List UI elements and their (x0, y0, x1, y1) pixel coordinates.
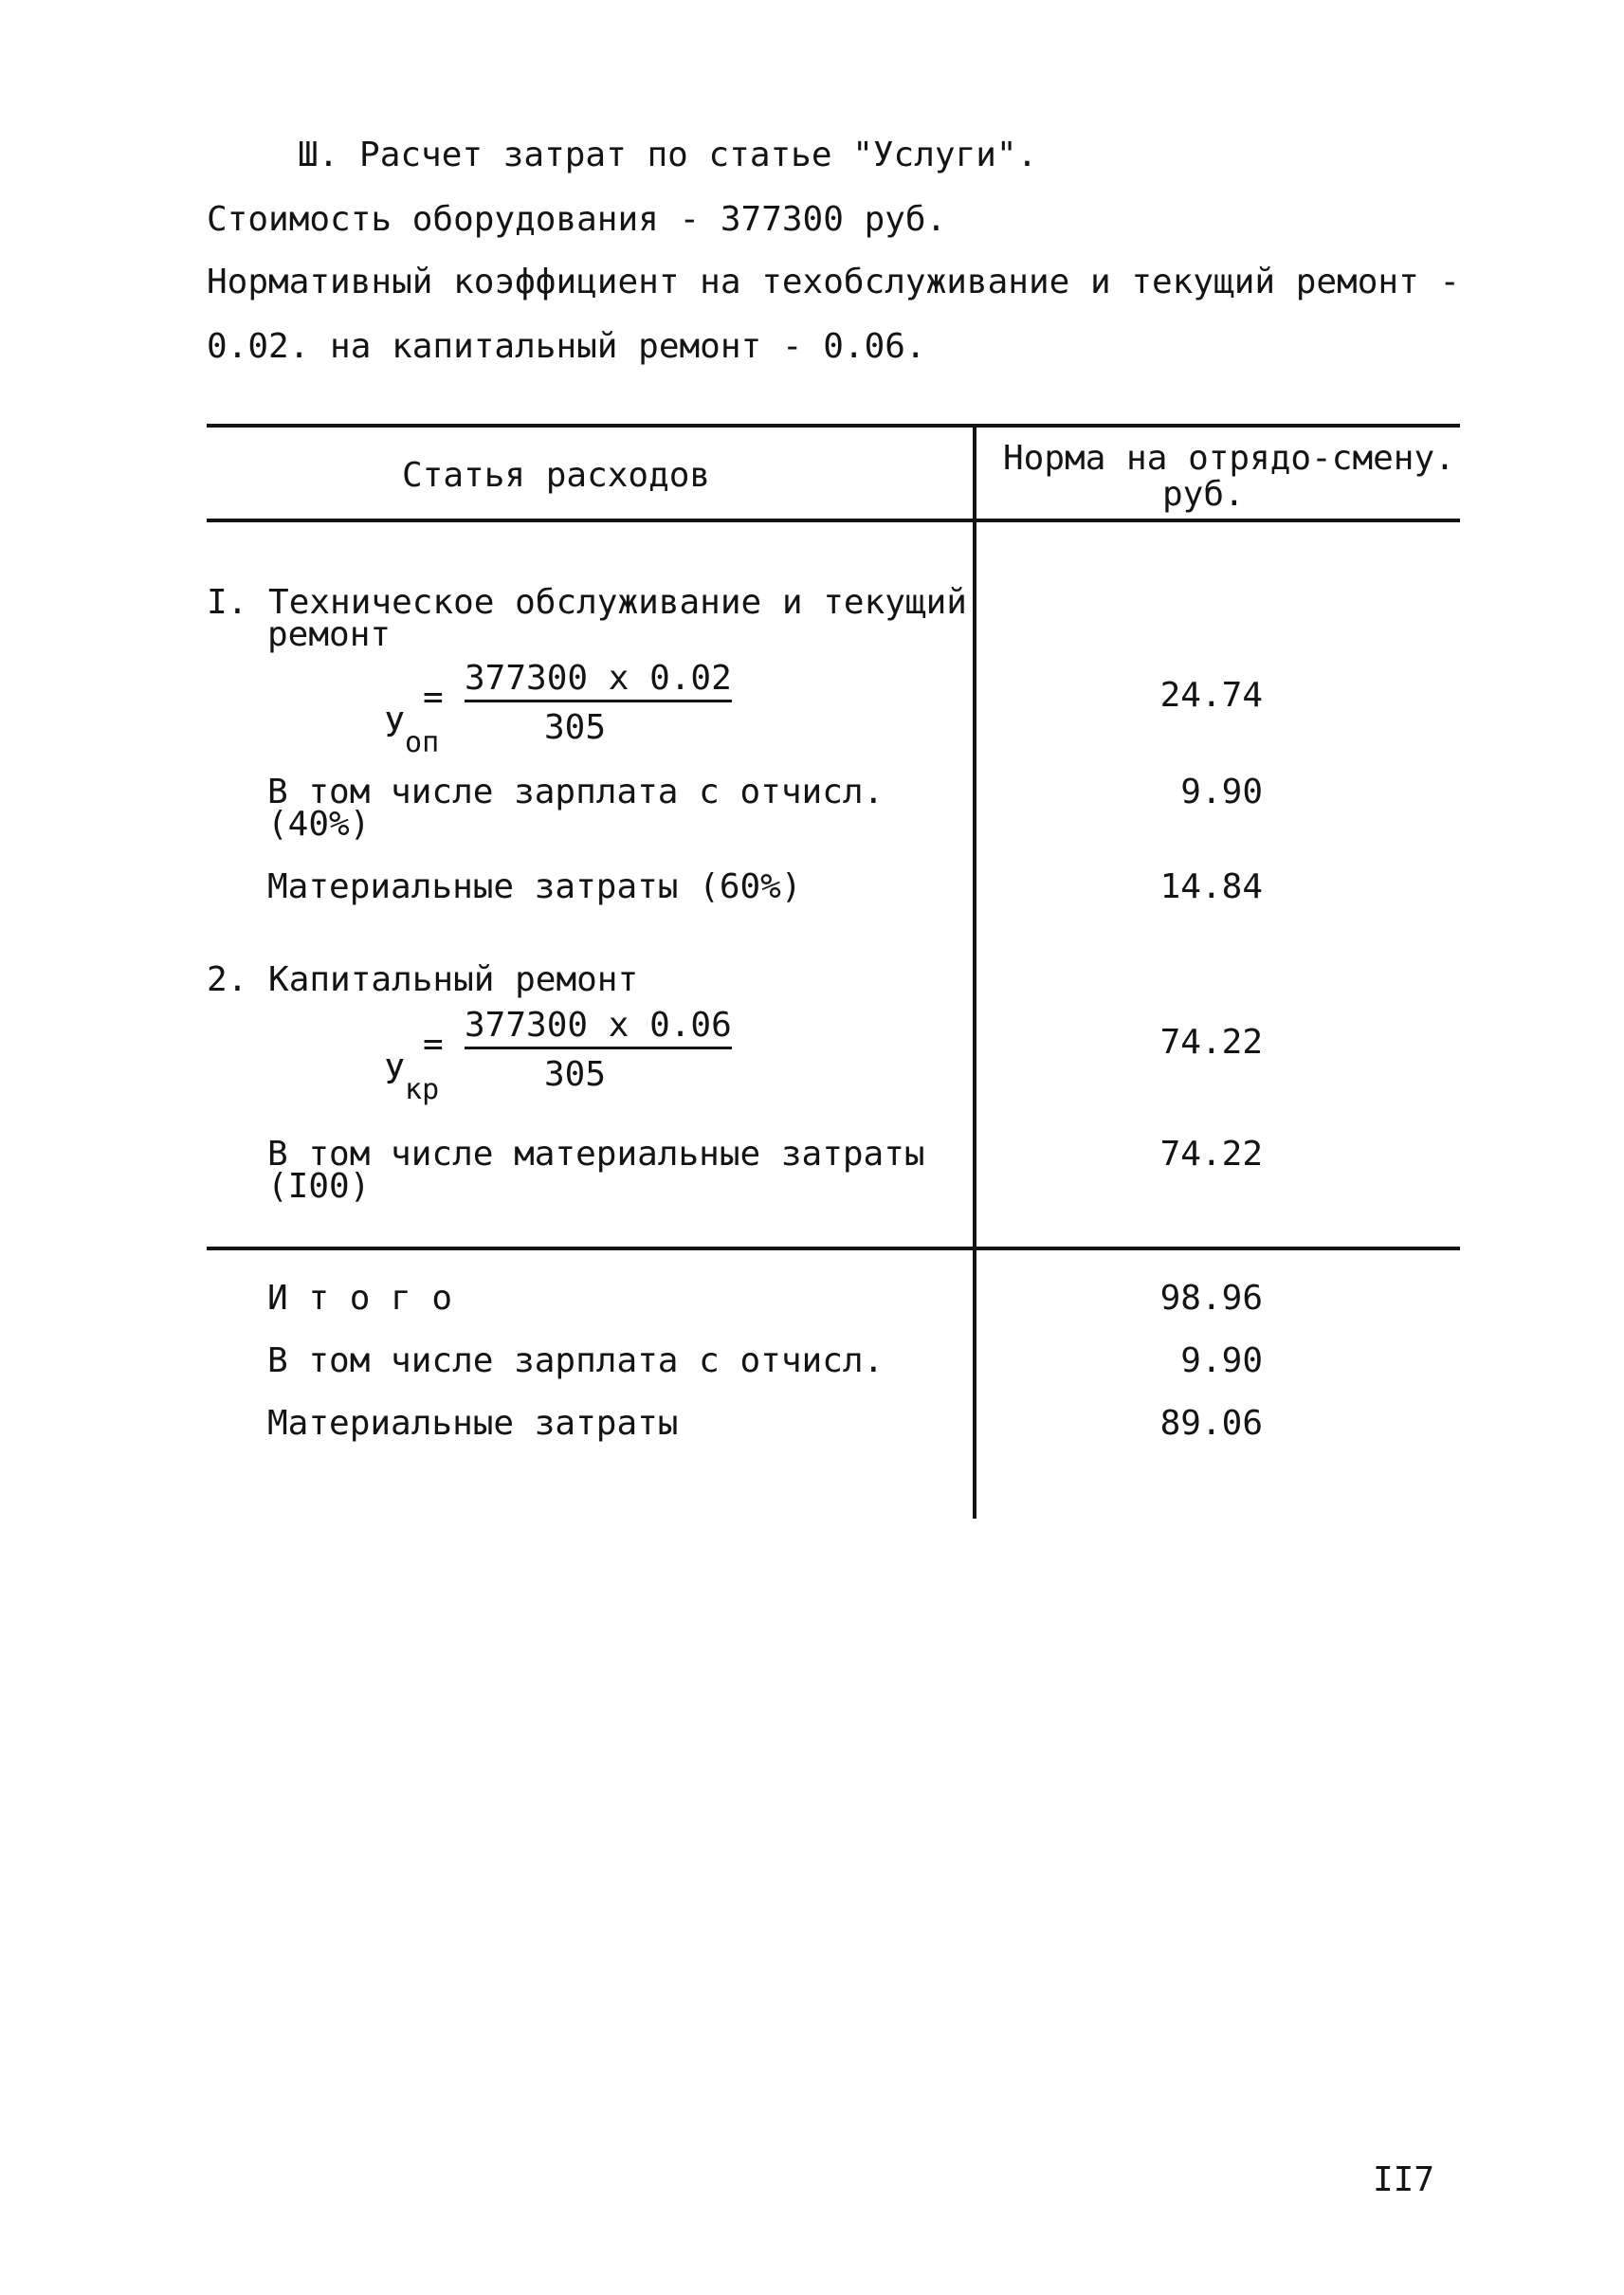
total-label: И т о г о (267, 1279, 453, 1318)
table-top-rule (207, 424, 1460, 428)
coefficient-line: Нормативный коэффициент на техобслуживание и текущий ремонт - (207, 263, 1461, 301)
item1-formula-subscript: оп (405, 726, 440, 759)
column-header-norm-unit: руб. (1162, 475, 1245, 514)
equipment-cost-line: Стоимость оборудования - 377300 руб. (207, 200, 947, 239)
item2-title: 2. Капитальный ремонт (207, 960, 639, 999)
column-header-item: Статья расходов (402, 456, 711, 495)
item1-formula-numerator: 377300 x 0.02 (465, 662, 732, 702)
item1-salary-value: 9.90 (1180, 773, 1263, 811)
item1-formula-denominator: 305 (544, 708, 607, 747)
table-column-divider (973, 424, 976, 1519)
item1-salary-label: В том числе зарплата с отчисл. (267, 773, 885, 811)
column-header-norm: Норма на отрядо-смену. (1003, 439, 1455, 478)
item1-formula-symbol: $У_{оп}$ (384, 706, 440, 759)
section-heading: Ш. Расчет затрат по статье "Услуги". (298, 136, 1038, 174)
item2-formula-subscript: кр (405, 1073, 440, 1106)
item2-formula-numerator: 377300 x 0.06 (465, 1009, 732, 1049)
total-material-value: 89.06 (1159, 1404, 1263, 1443)
item1-title-cont: ремонт (267, 615, 392, 654)
coefficient-line-cont: 0.02. на капитальный ремонт - 0.06. (207, 327, 926, 366)
item1-material-value: 14.84 (1159, 867, 1263, 906)
item2-formula-symbol: $У_{кр}$ (384, 1053, 440, 1106)
item2-formula-eq: = (423, 1025, 444, 1064)
item1-value: 24.74 (1159, 676, 1263, 715)
item1-salary-pct: (40%) (267, 805, 371, 844)
item1-title: I. Техническое обслуживание и текущий (207, 583, 967, 622)
total-value: 98.96 (1159, 1279, 1263, 1318)
total-material-label: Материальные затраты (267, 1404, 679, 1443)
item2-value: 74.22 (1159, 1023, 1263, 1062)
total-salary-value: 9.90 (1180, 1341, 1263, 1380)
total-salary-label: В том числе зарплата с отчисл. (267, 1341, 885, 1380)
table-totals-rule (207, 1247, 1460, 1250)
item1-material-label: Материальные затраты (60%) (267, 867, 802, 906)
item2-material-pct: (I00) (267, 1167, 371, 1206)
item1-formula-eq: = (423, 678, 444, 717)
item2-material-label: В том числе материальные затраты (267, 1135, 925, 1174)
item2-formula-denominator: 305 (544, 1055, 607, 1094)
page-number: II7 (1373, 2160, 1435, 2199)
table-header-rule (207, 519, 1460, 522)
item2-material-value: 74.22 (1159, 1135, 1263, 1174)
